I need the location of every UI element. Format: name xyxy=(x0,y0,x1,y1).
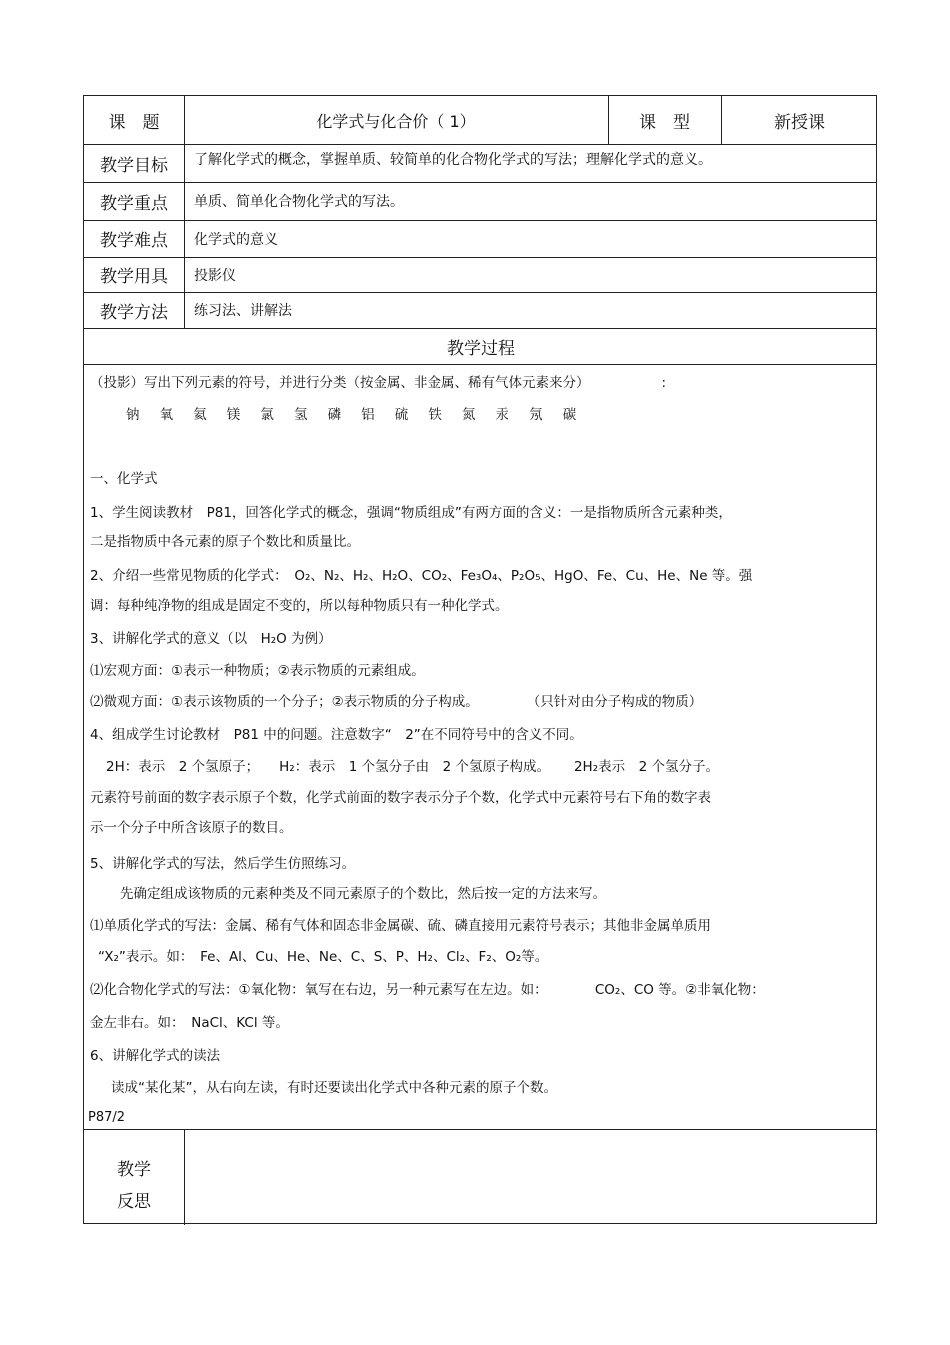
reflection-content[interactable] xyxy=(192,1136,872,1216)
element-item: 磷 xyxy=(327,407,342,423)
element-item: 碳 xyxy=(562,407,577,423)
row-divider xyxy=(84,364,876,365)
page-reference: P87/2 xyxy=(88,1110,126,1125)
element-item: 氮 xyxy=(461,407,476,423)
paragraph-3: 3、讲解化学式的意义（以 H₂O 为例） xyxy=(90,631,332,647)
section-title: 一、化学式 xyxy=(90,471,158,487)
reflection-label-1: 教学 xyxy=(117,1159,151,1180)
paragraph-4c: 元素符号前面的数字表示原子个数，化学式前面的数字表示分子个数，化学式中元素符号右下角的数字表 xyxy=(90,790,711,806)
type-value: 新授课 xyxy=(774,112,825,133)
difficulty-label: 教学难点 xyxy=(100,231,168,251)
element-list xyxy=(126,405,596,425)
reflection-label-2: 反思 xyxy=(117,1191,151,1212)
process-title: 教学过程 xyxy=(447,338,515,359)
paragraph-2b: 调：每种纯净物的组成是固定不变的，所以每种物质只有一种化学式。 xyxy=(90,598,509,614)
paragraph-4-examples: 2H：表示 2 个氢原子； H₂：表示 1 个氢分子由 2 个氢原子构成。 2H₂表示 2 个氢分子。 xyxy=(106,759,719,775)
row-divider xyxy=(84,144,876,145)
element-item: 镁 xyxy=(226,407,241,423)
paragraph-5b2: “X₂”表示。如： Fe、Al、Cu、He、Ne、C、S、P、H₂、Cl₂、F₂、O₂等。 xyxy=(98,949,549,965)
difficulty-value: 化学式的意义 xyxy=(194,231,278,248)
element-item: 钠 xyxy=(126,407,140,423)
paragraph-1b: 二是指物质中各元素的原子个数比和质量比。 xyxy=(90,534,360,550)
paragraph-3b: ⑵微观方面：①表示该物质的一个分子；②表示物质的分子构成。 （只针对由分子构成的物质） xyxy=(90,694,703,710)
type-label: 课 型 xyxy=(639,112,690,133)
element-item: 氦 xyxy=(193,407,207,423)
element-item: 汞 xyxy=(495,407,510,423)
paragraph-4d: 示一个分子中所含该原子的数目。 xyxy=(90,820,293,836)
tools-value: 投影仪 xyxy=(194,267,236,284)
element-item: 铁 xyxy=(428,407,442,423)
paragraph-6a: 读成“某化某”，从右向左读，有时还要读出化学式中各种元素的原子个数。 xyxy=(111,1080,557,1096)
paragraph-5: 5、讲解化学式的写法，然后学生仿照练习。 xyxy=(90,856,356,872)
paragraph-2a: 2、介绍一些常见物质的化学式： O₂、N₂、H₂、H₂O、CO₂、Fe₃O₄、P₂O₅、HgO、Fe、Cu、He、Ne 等。强 xyxy=(90,568,753,584)
key-point-value: 单质、简单化合物化学式的写法。 xyxy=(194,194,404,210)
element-item: 硫 xyxy=(394,407,409,423)
intro-text: （投影）写出下列元素的符号，并进行分类（按金属、非金属、稀有气体元素来分） : xyxy=(90,375,667,391)
paragraph-3a: ⑴宏观方面：①表示一种物质；②表示物质的元素组成。 xyxy=(90,663,425,679)
paragraph-5c2: 金左非右。如： NaCl、KCl 等。 xyxy=(90,1015,289,1031)
element-item: 氧 xyxy=(159,407,174,423)
lesson-plan-table xyxy=(83,95,877,1224)
objective-value: 了解化学式的概念，掌握单质、较简单的化合物化学式的写法；理解化学式的意义。 xyxy=(194,152,712,168)
element-item: 氯 xyxy=(260,407,274,423)
objective-label: 教学目标 xyxy=(100,155,168,176)
column-divider xyxy=(184,1129,185,1225)
method-label: 教学方法 xyxy=(100,302,168,323)
paragraph-4: 4、组成学生讨论教材 P81 中的问题。注意数字“ 2”在不同符号中的含义不同。 xyxy=(90,727,583,743)
paragraph-6: 6、讲解化学式的读法 xyxy=(90,1048,221,1064)
paragraph-1a: 1、学生阅读教材 P81，回答化学式的概念，强调“物质组成”有两方面的含义：一是指物质所含元素种类， xyxy=(90,505,732,521)
tools-label: 教学用具 xyxy=(100,267,168,287)
element-item: 铝 xyxy=(361,407,375,423)
row-divider xyxy=(84,1129,876,1130)
paragraph-5b1: ⑴单质化学式的写法：金属、稀有气体和固态非金属碳、硫、磷直接用元素符号表示；其他非金属单质用 xyxy=(90,918,711,934)
element-item: 氢 xyxy=(293,407,308,423)
paragraph-5a: 先确定组成该物质的元素种类及不同元素原子的个数比，然后按一定的方法来写。 xyxy=(120,886,606,902)
topic-value: 化学式与化合价（ 1） xyxy=(316,111,476,131)
method-value: 练习法、讲解法 xyxy=(194,303,292,319)
element-item: 氖 xyxy=(529,407,543,423)
paragraph-5c1: ⑵化合物化学式的写法：①氧化物：氧写在右边，另一种元素写在左边。如： CO₂、CO 等。②非氧化物： xyxy=(90,982,765,998)
key-point-label: 教学重点 xyxy=(100,193,168,214)
topic-label: 课 题 xyxy=(108,112,160,133)
